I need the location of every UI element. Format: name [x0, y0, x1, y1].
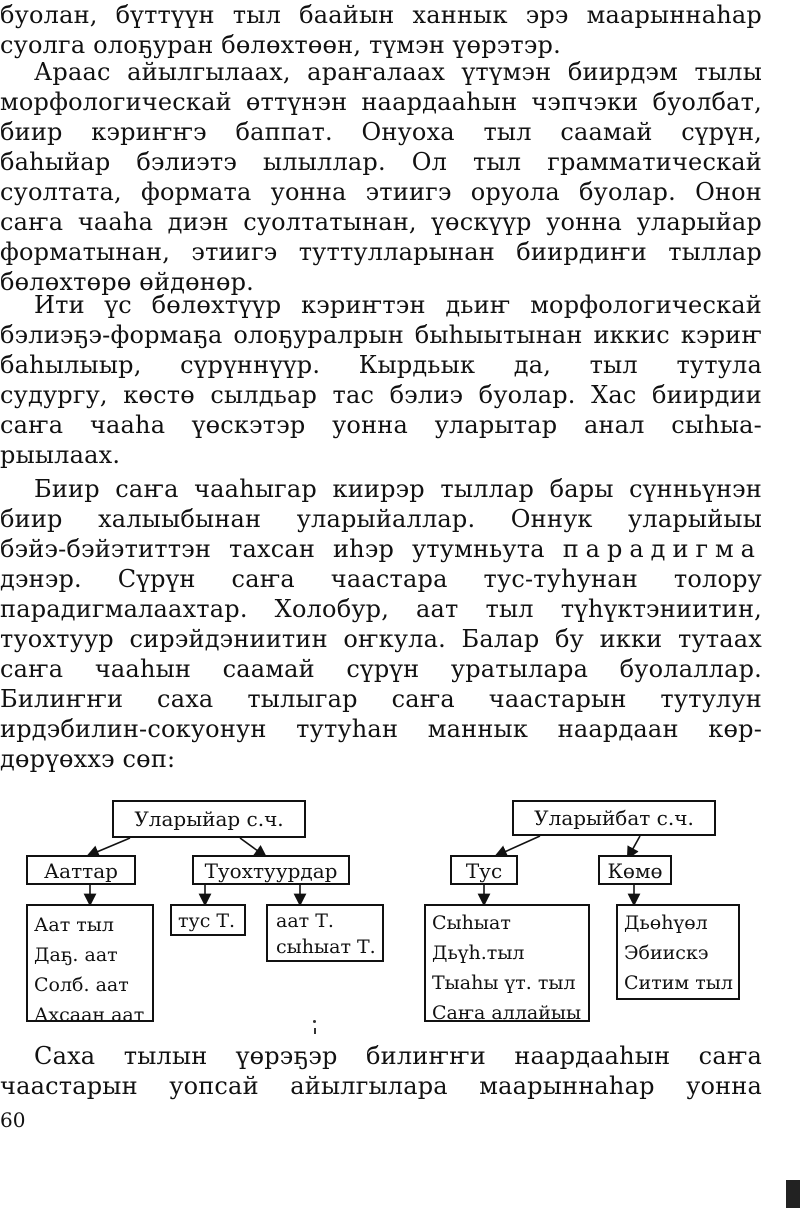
list-item: Даҕ. аат: [34, 944, 118, 966]
text-line: чаастарын уопсай айылгылара маарыннаһар уонна: [0, 1072, 762, 1100]
inflected-root-box: Уларыйар с.ч.: [112, 800, 306, 838]
text-line: Саха тылын үөрэҕэр билиҥҥи наардааһын саҥа: [34, 1042, 762, 1070]
text-line: Араас айылгылаах, араҥалаах үтүмэн биирдэм тылы: [34, 58, 762, 86]
paragraph-2: [0, 57, 762, 297]
text-line: суолга олоҕуран бөлөхтөөн, түмэн үөрэтэр.: [0, 31, 561, 59]
paragraph-5: [0, 1041, 762, 1101]
independent-list-box: [424, 904, 590, 1022]
verbs-box: Туохтуурдар: [192, 855, 350, 885]
text-line: судургу, көстө сылдьар тас бэлиэ буолар. Хас биирдии: [0, 381, 762, 409]
paragraph-4: [0, 474, 762, 774]
text-line: Билиҥҥи саха тылыгар саҥа чаастарын тутулун: [0, 685, 762, 713]
list-item: Ахсаан аат: [34, 1004, 145, 1026]
verb-forms-box: [266, 904, 384, 962]
text-line: буолан, бүттүүн тыл баайын ханнык эрэ маарыннаһар: [0, 1, 762, 29]
list-item: Саҥа аллайыы: [432, 1002, 582, 1024]
text-line: дэнэр. Сүрүн саҥа чаастара тус-туһунан толору: [0, 565, 762, 593]
print-speck: [313, 1020, 316, 1023]
text-line: форматынан, этиигэ туттулларынан биирдиҥи тыллар: [0, 238, 762, 266]
nouns-box: Ааттар: [26, 855, 136, 885]
list-item: аат Т.: [276, 910, 334, 932]
page-edge-shadow: [786, 1180, 800, 1208]
text-line-with-spaced-word: [0, 534, 762, 564]
text-line: бөлөхтөрө өйдөнөр.: [0, 268, 255, 296]
text-line: рыылаах.: [0, 441, 121, 469]
spaced-word: парадигма: [562, 535, 762, 563]
independent-box: Тус: [450, 855, 518, 885]
text-line: туохтуур сирэйдэниитин оҥкула. Балар бу икки тутаах: [0, 625, 762, 653]
text-line: дөрүөххэ сөп:: [0, 745, 176, 773]
list-item: Дьөһүөл: [624, 912, 708, 934]
list-item: Эбиискэ: [624, 942, 709, 964]
list-item: Аат тыл: [34, 914, 114, 936]
finite-verb-box: тус Т.: [170, 904, 246, 936]
list-item: Дьүһ.тыл: [432, 942, 525, 964]
list-item: Сыһыат: [432, 912, 511, 934]
text-line: ирдэбилин-сокуонун тутуһан маннык наардаан көр-: [0, 715, 762, 743]
text-line: саҥа чааһа диэн суолтатынан, үөскүүр уонна уларыйар: [0, 208, 762, 236]
text-line: Биир саҥа чааһыгар киирэр тыллар бары сүнньүнэн: [34, 475, 762, 503]
list-item: Тыаһы үт. тыл: [432, 972, 576, 994]
print-speck: [314, 1028, 316, 1034]
paragraph-1: [0, 0, 762, 60]
text-line: Ити үс бөлөхтүүр кэриҥтэн дьиҥ морфологическай: [34, 291, 762, 319]
text-line: суолтата, формата уонна этиигэ оруола буолар. Онон: [0, 178, 762, 206]
auxiliary-list-box: [616, 904, 740, 1000]
page-number: 60: [0, 1108, 26, 1132]
auxiliary-box: Көмө: [598, 855, 672, 885]
paragraph-3: [0, 290, 762, 470]
text-line: парадигмалаахтар. Холобур, аат тыл түһүктэниитин,: [0, 595, 762, 623]
text-line: бэлиэҕэ-формаҕа олоҕуралрын быһыытынан иккис кэриҥ: [0, 321, 762, 349]
text-line: саҥа чааһын саамай сүрүн уратылара буолаллар.: [0, 655, 762, 683]
text-line: саҥа чааһа үөскэтэр уонна уларытар анал сыһыа-: [0, 411, 762, 439]
text-line: морфологическай өттүнэн наардааһын чэпчэки буолбат,: [0, 88, 762, 116]
list-item: Ситим тыл: [624, 972, 733, 994]
nouns-list-box: [26, 904, 154, 1026]
uninflected-root-box: Уларыйбат с.ч.: [512, 800, 716, 836]
text-line: биир халыыбынан уларыйаллар. Оннук уларыйыы: [0, 505, 762, 533]
text-line: биир кэриҥҥэ баппат. Онуоха тыл саамай сүрүн,: [0, 118, 762, 146]
text-line: баһылыыр, сүрүннүүр. Кырдьык да, тыл тутула: [0, 351, 762, 379]
list-item: Солб. аат: [34, 974, 129, 996]
parts-of-speech-diagram: [0, 780, 800, 1040]
text-line: баһыйар бэлиэтэ ылыллар. Ол тыл грамматическай: [0, 148, 762, 176]
text-line: бэйэ-бэйэтиттэн тахсан иһэр утумньута: [0, 535, 545, 563]
list-item: сыһыат Т.: [276, 936, 376, 958]
